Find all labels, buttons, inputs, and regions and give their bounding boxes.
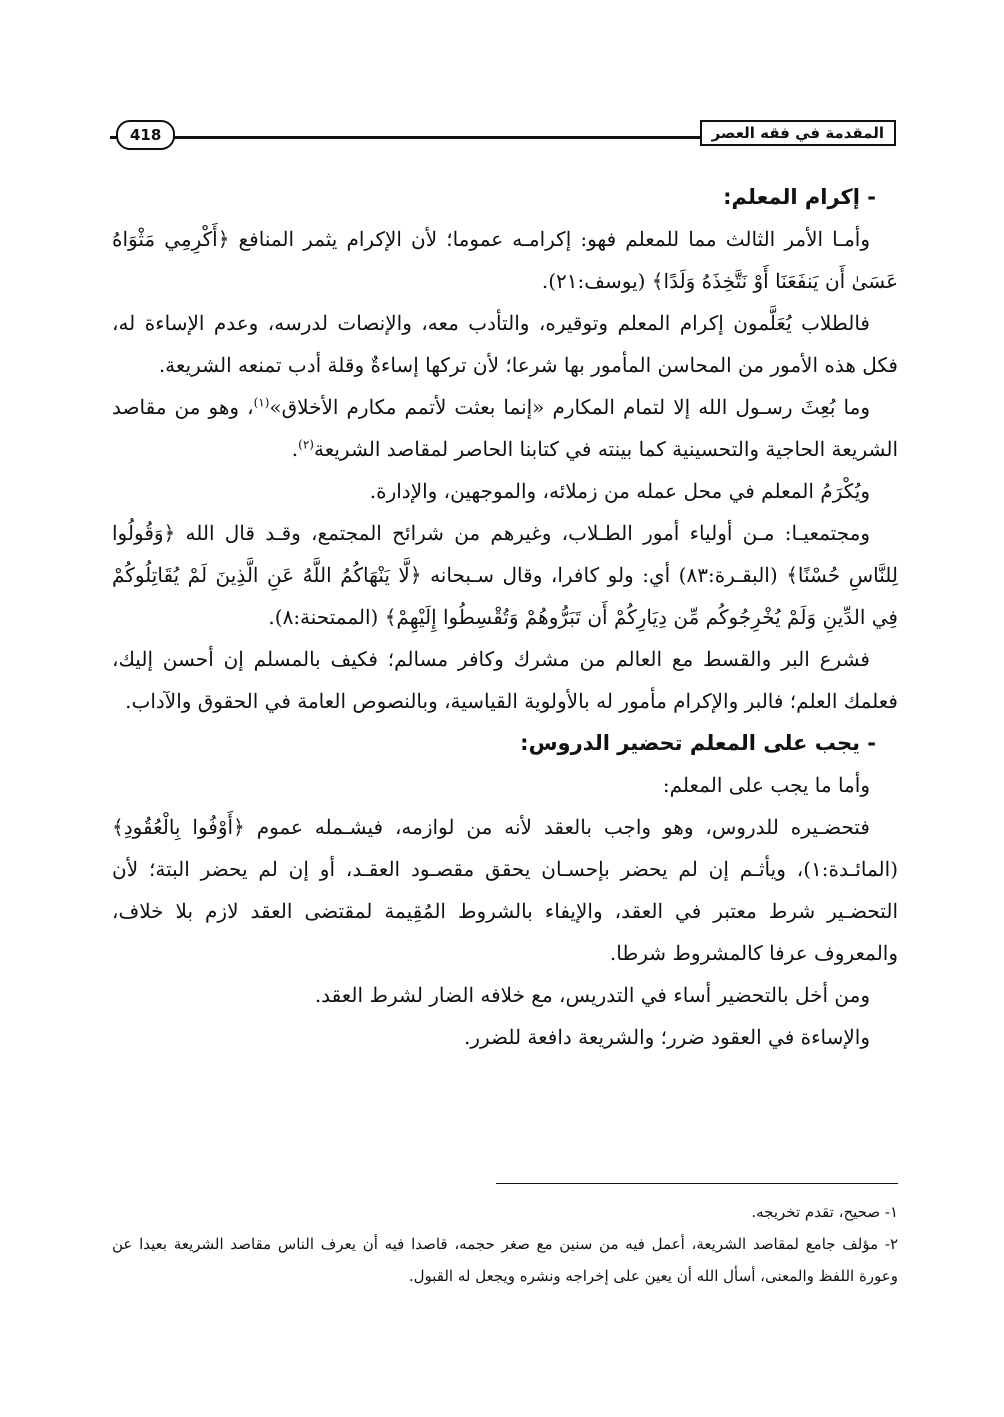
page-header: [110, 118, 896, 146]
footnote-1: ١- صحيح، تقدم تخريجه.: [751, 1203, 898, 1221]
paragraph-workplace: ويُكْرَمُ المعلم في محل عمله من زملائه، والموجهين، والإدارة.: [369, 479, 870, 503]
footnote-marker-1[interactable]: (١): [253, 395, 270, 410]
quran-verse-maida: ﴿أَوْفُوا بِالْعُقُودِ﴾: [112, 815, 245, 839]
footnote-marker-2[interactable]: (٢): [298, 437, 314, 452]
text-run: ، وهو من مقاصد الشريعة الحاجية والتحسينية كما بينته في كتابنا الحاصر لمقاصد الشريعة: [112, 395, 898, 461]
section-heading-lesson-prep: - يجب على المعلم تحضير الدروس:: [520, 731, 876, 755]
text-run: .: [291, 437, 299, 461]
paragraph-honor-intro: [112, 218, 898, 302]
paragraph-righteousness: فشرع البر والقسط مع العالم من مشرك وكافر مسالم؛ فكيف بالمسلم إن أحسن إليك، فعلمك العلم؛ فالبر والإكرام مأمور له بالأولوية القياسية، وبالنصوص العامة في الحقوق والآداب.: [112, 647, 898, 713]
text-run: فتحضـيره للدروس، وهو واجب بالعقد لأنه من لوازمه، فيشـمله عموم: [244, 815, 870, 839]
verse-reference: (البقـرة:٨٣) أي: ولو كافرا، وقال سـبحانه: [421, 563, 787, 587]
paragraph-preparation: [112, 806, 898, 974]
quran-verse-mumtahana: ﴿لَّا يَنْهَاكُمُ اللَّهُ عَنِ الَّذِينَ لَمْ يُقَاتِلُوكُمْ فِي الدِّينِ وَلَمْ يُخْرِجُوكُم مِّن دِيَارِكُمْ أَن تَبَرُّوهُمْ وَتُقْسِطُوا إِلَيْهِمْ﴾: [112, 563, 898, 629]
footnote-2: ٢- مؤلف جامع لمقاصد الشريعة، أعمل فيه من سنين مع صغر حجمه، قاصدا فيه أن يعرف الناس مقاصد الشريعة بعيدا عن وعورة اللفظ والمعنى، أسأل الله أن يعين على إخراجه ونشره ويجعل له القبول.: [112, 1235, 898, 1285]
text-run: ومجتمعيـا: مـن أولياء أمور الطـلاب، وغيرهم من شرائح المجتمع، وقـد قال الله: [175, 521, 870, 545]
paragraph-negligence: ومن أخل بالتحضير أساء في التدريس، مع خلافه الضار لشرط العقد.: [314, 983, 870, 1007]
section-heading-teacher-honor: - إكرام المعلم:: [723, 185, 876, 209]
footnote-separator: [496, 1183, 898, 1184]
text-run: (المائـدة:١)، ويأثـم إن لم يحضر بإحسـان يحقق مقصـود العقـد، أو إن لم يحضر البتة؛ لأن التحضـير شرط معتبر في العقد، والإيفاء بالشروط المُقِيمة لمقتضى العقد لازم بلا خلاف، والمعروف عرفا كالمشروط شرطا.: [112, 857, 898, 965]
paragraph-students: فالطلاب يُعَلَّمون إكرام المعلم وتوقيره، والتأدب معه، والإنصات لدرسه، وعدم الإساءة له، فكل هذه الأمور من المحاسن المأمور بها شرعا؛ لأن تركها إساءةٌ وقلة أدب تمنعه الشريعة.: [112, 311, 898, 377]
paragraph-society: [112, 512, 898, 638]
page-number: 418: [116, 120, 175, 150]
verse-reference: (يوسف:٢١).: [541, 269, 652, 293]
text-run: وما بُعِثَ رسـول الله إلا لتمام المكارم «إنما بعثت لأتمم مكارم الأخلاق»: [269, 395, 871, 419]
paragraph-harm: والإساءة في العقود ضرر؛ والشريعة دافعة للضرر.: [463, 1025, 870, 1049]
running-title: المقدمة في فقه العصر: [700, 120, 896, 146]
quran-verse-yusuf: ﴿أَكْرِمِي مَثْوَاهُ عَسَىٰ أَن يَنفَعَنَا أَوْ نَتَّخِذَهُ وَلَدًا﴾: [112, 227, 898, 293]
text-run: وأمـا الأمر الثالث مما للمعلم فهو: إكرامـه عموما؛ لأن الإكرام يثمر المنافع: [229, 227, 871, 251]
verse-reference: (الممتحنة:٨).: [268, 605, 385, 629]
footnotes: [112, 1196, 898, 1292]
main-text: [112, 176, 898, 1058]
paragraph-obligations: وأما ما يجب على المعلم:: [662, 773, 870, 797]
quran-verse-baqara: ﴿وَقُولُوا لِلنَّاسِ حُسْنًا﴾: [112, 521, 899, 587]
paragraph-prophet-mission: [112, 386, 898, 470]
